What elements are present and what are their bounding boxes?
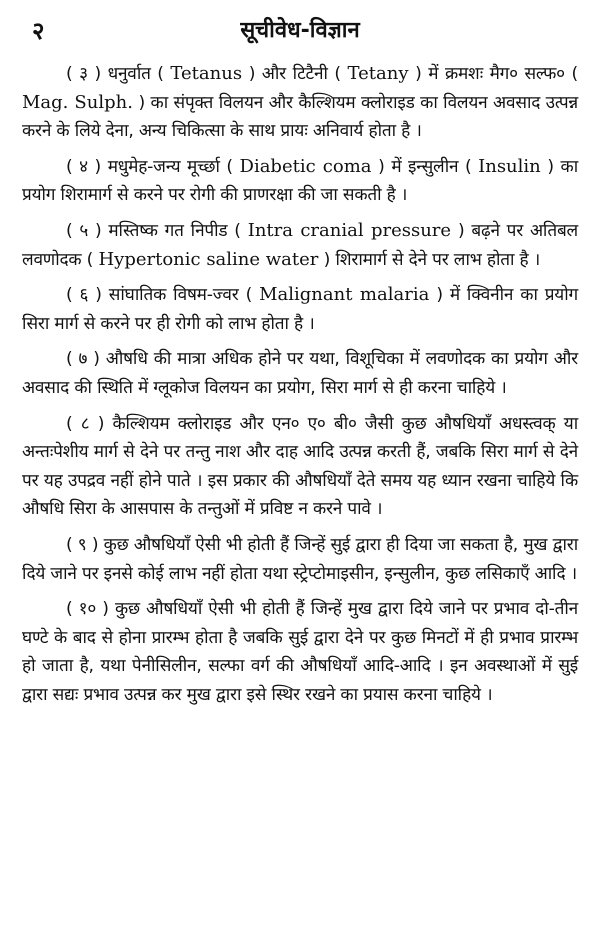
english-term: Mag. Sulph. (22, 91, 133, 113)
text-span: ) का प्रयोग शिरामार्ग से करने पर रोगी की प्राणरक्षा की जा सकती है । (22, 156, 579, 206)
paragraph-6 (22, 281, 578, 338)
text-span: ( ७ ) औषधि की मात्रा अधिक होने पर यथा, विशूचिका में लवणोदक का प्रयोग और अवसाद की स्थिति में ग्लूकोज विलयन का प्रयोग, सिरा मार्ग से ही करना चाहिये । (22, 349, 578, 398)
paragraph-5 (22, 217, 578, 274)
english-term: Diabetic coma (239, 155, 372, 177)
english-term: Insulin (478, 155, 541, 177)
paragraph-10 (22, 595, 578, 709)
text-span: ( ६ ) सांघातिक विषम-ज्वर ( (66, 285, 260, 306)
text-span: ( ४ ) मधुमेह-जन्य मूर्च्छा ( (66, 156, 240, 177)
text-span: ) बढ़ने पर अतिबल लवणोदक ( (22, 220, 579, 270)
english-term: Tetany (347, 63, 409, 84)
english-term: Hypertonic saline water (98, 248, 319, 270)
paragraph-4 (22, 153, 578, 210)
text-span: ) में क्रमशः मैग० सल्फ० ( (408, 64, 578, 84)
text-span: ) में इन्सुलीन ( (371, 156, 479, 177)
text-span: ( ८ ) कैल्शियम क्लोराइड और एन० ए० बी० जैसी कुछ औषधियाँ अधस्त्वक् या अन्तःपेशीय मार्ग से देने पर तन्तु नाश और दाह आदि उत्पन्न करती हैं, जबकि सिरा मार्ग से देने पर यह उपद्रव नहीं होने पाते । इस प्रकार की औषधियाँ देते समय यह ध्यान रखना चाहिये कि औषधि सिरा के आसपास के तन्तुओं में प्रविष्ट न करने पावे । (22, 413, 578, 520)
page-title: सूचीवेध-विज्ञान (240, 18, 360, 43)
page-number: २ (32, 17, 45, 45)
paragraph-9 (22, 531, 578, 588)
page-header (22, 14, 578, 48)
text-span: ( ९ ) कुछ औषधियाँ ऐसी भी होती हैं जिन्हें सुई द्वारा ही दिया जा सकता है, मुख द्वारा दिये जाने पर इनसे कोई लाभ नहीं होता यथा स्ट्रेप्टोमाइसीन, इन्सुलीन, कुछ लसिकाएँ आदि । (22, 534, 578, 584)
text-span: ) में क्विनीन का प्रयोग सिरा मार्ग से करने पर ही रोगी को लाभ होता है । (22, 285, 578, 334)
text-span: ) शिरामार्ग से देने पर लाभ होता है । (318, 249, 541, 270)
paragraph-8 (22, 410, 578, 524)
english-term: Tetanus (170, 63, 243, 84)
text-span: ) का संपृक्त विलयन और कैल्शियम क्लोराइड का विलयन अवसाद उत्पन्न करने के लिये देना, अन्य चिकित्सा के साथ प्रायः अनिवार्य होता है । (22, 92, 578, 142)
paragraph-3 (22, 60, 578, 146)
text-span: ( ३ ) धनुर्वात ( (66, 64, 171, 84)
text-span: ) और टिटैनी ( (242, 64, 348, 84)
english-term: Intra cranial pressure (247, 219, 452, 241)
text-span: ( ५ ) मस्तिष्क गत निपीड ( (66, 220, 248, 241)
text-span: ( १० ) कुछ औषधियाँ ऐसी भी होती हैं जिन्हें मुख द्वारा दिये जाने पर प्रभाव दो-तीन घण्टे के बाद से होना प्रारम्भ होता है जबकि सुई द्वारा देने पर कुछ मिनटों में ही प्रभाव प्रारम्भ हो जाता है, यथा पेनीसिलीन, सल्फा वर्ग की औषधियाँ आदि-आदि । इन अवस्थाओं में सुई द्वारा सद्यः प्रभाव उत्पन्न कर मुख द्वारा इसे स्थिर रखने का प्रयास करना चाहिये । (22, 599, 578, 705)
english-term: Malignant malaria (259, 284, 430, 306)
paragraph-7 (22, 345, 578, 402)
